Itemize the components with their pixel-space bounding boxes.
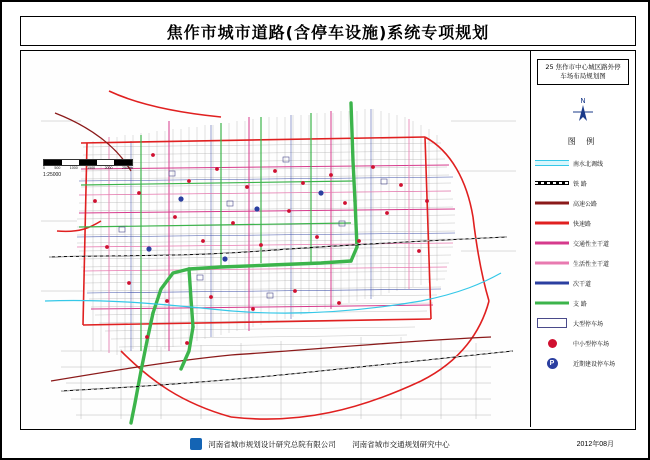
legend-symbol-branch-road xyxy=(535,296,569,310)
title-bar xyxy=(20,16,636,46)
legend-item-near-term-parking xyxy=(535,353,631,373)
legend-label-small-parking: 中小型停车场 xyxy=(573,340,610,348)
legend-label-large-parking: 大型停车场 xyxy=(573,320,604,328)
legend-symbol-expressway xyxy=(535,216,569,230)
footer-text xyxy=(208,439,463,450)
footer-org-1: 河南省城市规划设计研究总院有限公司 xyxy=(208,439,336,449)
map-number: 25 xyxy=(545,63,554,71)
footer-org-2: 河南省城市交通规划研究中心 xyxy=(352,439,450,449)
legend-item-branch-road xyxy=(535,293,631,313)
scale-tick-5: 2500m xyxy=(121,166,133,170)
scale-bar-numbers xyxy=(43,166,133,170)
scale-bar xyxy=(43,159,133,178)
scale-tick-4: 2000 xyxy=(104,166,113,170)
legend-item-living-arterial xyxy=(535,253,631,273)
map-vector-layer xyxy=(21,51,531,427)
p-marker-icon: P xyxy=(547,358,558,369)
legend-label-railway: 铁 路 xyxy=(573,180,587,188)
map-frame xyxy=(20,50,636,430)
street-grid-minor xyxy=(77,109,455,355)
legend-heading: 图 例 xyxy=(567,137,599,146)
scale-tick-0: 0 xyxy=(43,166,45,170)
legend-item-railway xyxy=(535,173,631,193)
legend-label-expressway: 快速路 xyxy=(573,220,592,228)
legend-symbol-traffic-arterial xyxy=(535,236,569,250)
legend-label-highway: 高速公路 xyxy=(573,200,598,208)
legend-items xyxy=(535,153,631,373)
institute-logo-icon xyxy=(190,438,202,450)
legend-label-near-term-parking: 近期建设停车场 xyxy=(573,360,616,368)
traffic-main-arterials xyxy=(79,111,455,351)
legend-item-expressway xyxy=(535,213,631,233)
legend-label-traffic-arterial: 交通性主干道 xyxy=(573,240,610,248)
map-name-line2: 车场布局规划图 xyxy=(560,72,606,80)
legend-item-secondary-road xyxy=(535,273,631,293)
map-name-box xyxy=(537,59,629,85)
page-title: 焦作市城市道路(含停车设施)系统专项规划 xyxy=(166,22,490,42)
legend-item-highway xyxy=(535,193,631,213)
legend-item-traffic-arterial xyxy=(535,233,631,253)
legend-symbol-railway xyxy=(535,176,569,190)
legend-symbol-secondary-road xyxy=(535,276,569,290)
scale-tick-3: 1500 xyxy=(87,166,96,170)
legend-label-water-transfer: 南水北调线 xyxy=(573,160,604,168)
legend-item-small-parking xyxy=(535,333,631,353)
legend-symbol-water-transfer xyxy=(535,156,569,170)
legend-label-secondary-road: 次干道 xyxy=(573,280,592,288)
legend-label-living-arterial: 生活性主干道 xyxy=(573,260,610,268)
map-canvas xyxy=(21,51,531,427)
legend-symbol-small-parking xyxy=(535,336,569,350)
svg-text:N: N xyxy=(580,97,586,105)
legend-label-branch-road: 支 路 xyxy=(573,300,587,308)
footer xyxy=(20,434,634,454)
map-name-line1: 焦作市中心城区路外停 xyxy=(555,63,621,71)
legend-symbol-near-term-parking xyxy=(535,356,569,370)
north-arrow-icon xyxy=(531,95,635,130)
scale-tick-1: 500 xyxy=(54,166,61,170)
scale-bar-ticks xyxy=(43,159,133,166)
map-number-and-name-line1 xyxy=(540,63,626,72)
legend-item-water-transfer xyxy=(535,153,631,173)
scale-tick-2: 1000 xyxy=(69,166,78,170)
scale-ratio: 1:25000 xyxy=(43,172,62,178)
legend-symbol-living-arterial xyxy=(535,256,569,270)
legend-symbol-large-parking xyxy=(535,316,569,330)
legend-item-large-parking xyxy=(535,313,631,333)
living-main-arterials xyxy=(77,119,453,353)
legend-panel xyxy=(530,51,635,427)
footer-date: 2012年08月 xyxy=(576,441,614,448)
legend-symbol-highway xyxy=(535,196,569,210)
